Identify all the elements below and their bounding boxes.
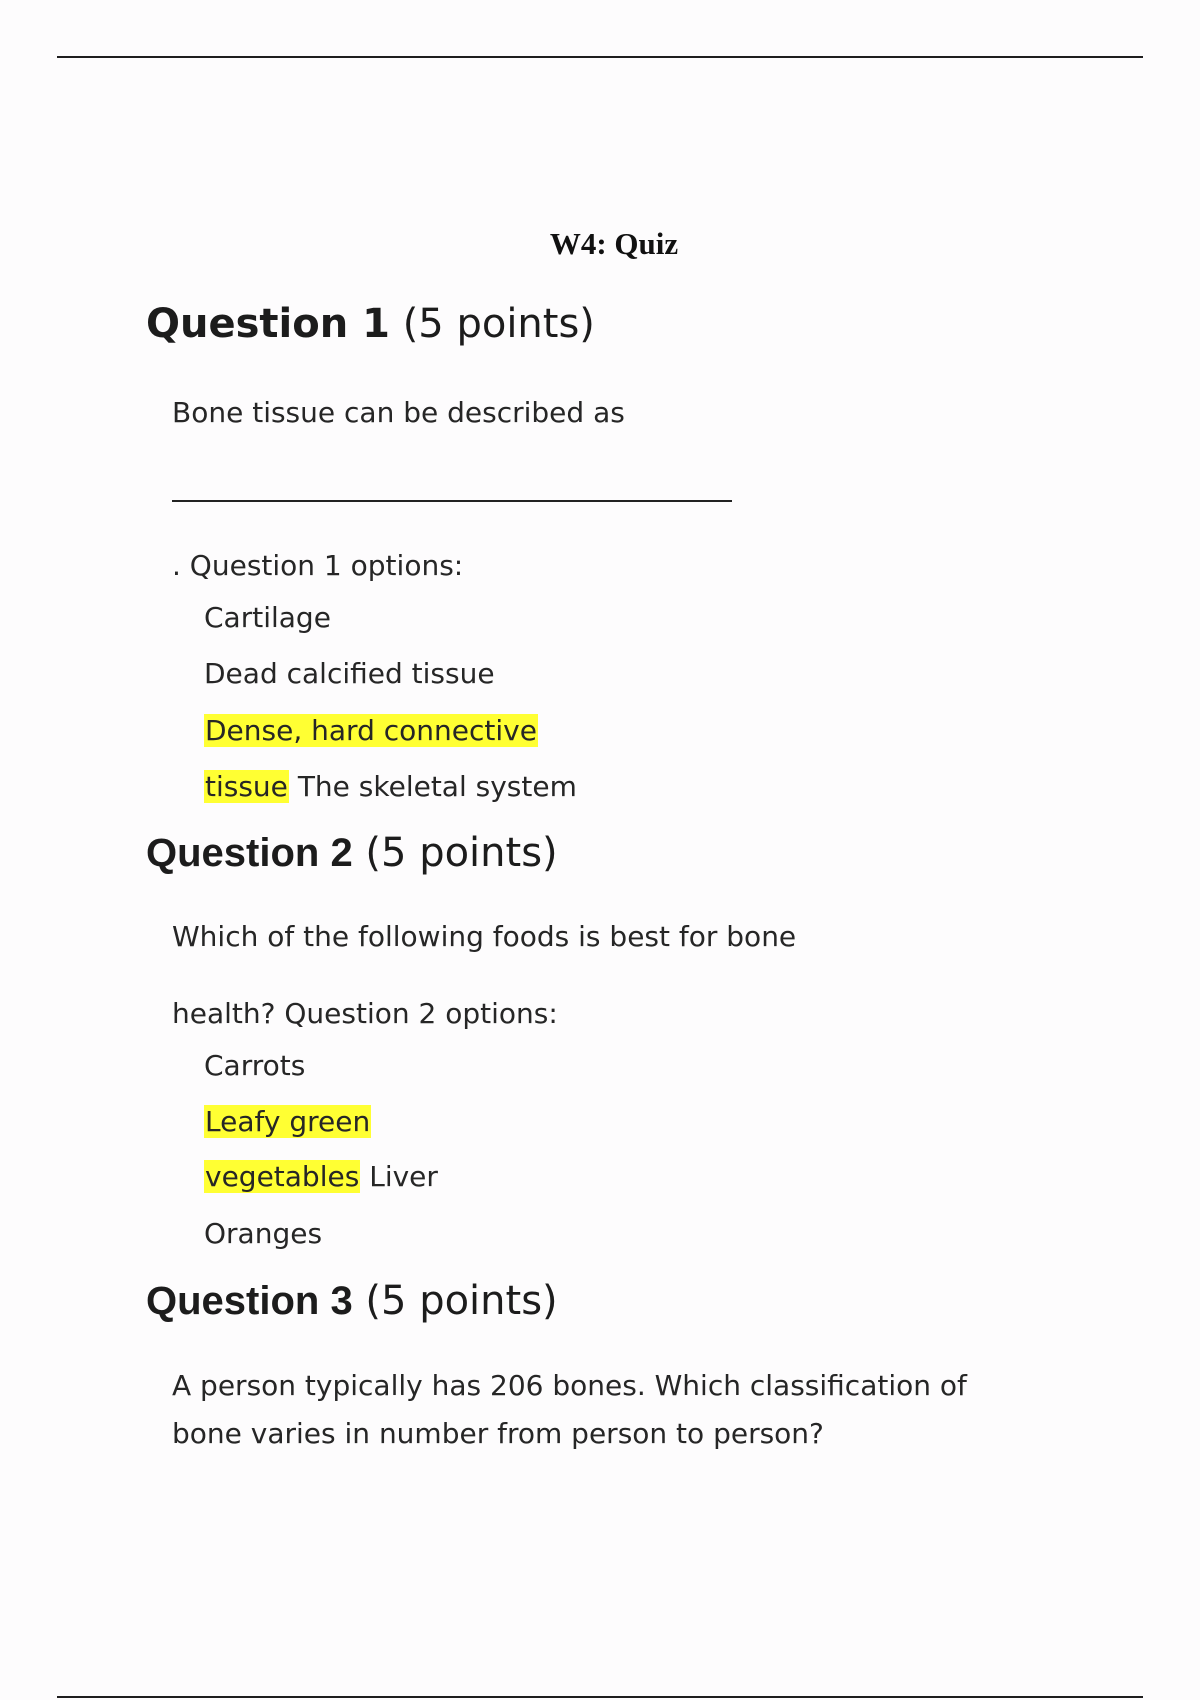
question-2-points: (5 points) xyxy=(365,830,558,876)
highlighted-answer-continued: tissue xyxy=(205,770,288,803)
question-3-points: (5 points) xyxy=(365,1278,558,1324)
highlighted-answer: Dense, hard connective xyxy=(205,714,537,747)
document-title: W4: Quiz xyxy=(549,226,679,261)
question-1-heading xyxy=(146,301,595,347)
highlighted-answer-continued: vegetables xyxy=(205,1160,360,1193)
question-1-option-4[interactable] xyxy=(204,770,577,803)
question-2-prompt-line-1: Which of the following foods is best for bone xyxy=(172,920,797,953)
question-2-heading xyxy=(146,830,558,876)
top-rule xyxy=(57,56,1143,58)
question-2-option-1[interactable]: Carrots xyxy=(204,1049,306,1082)
question-2-number: Question 2 xyxy=(146,831,353,875)
question-3-heading xyxy=(146,1278,558,1324)
question-1-option-1[interactable]: Cartilage xyxy=(204,601,331,634)
question-1-number: Question 1 xyxy=(146,301,390,347)
question-1-option-3[interactable] xyxy=(204,714,538,747)
question-1-option-2[interactable]: Dead calcified tissue xyxy=(204,657,495,690)
highlighted-answer: Leafy green xyxy=(205,1105,371,1138)
question-2-option-4[interactable]: Liver xyxy=(369,1160,438,1193)
bottom-rule xyxy=(57,1696,1143,1698)
question-2-prompt-line-2: health? Question 2 options: xyxy=(172,997,558,1030)
answer-blank xyxy=(172,500,732,502)
question-1-options-label: . Question 1 options: xyxy=(172,549,464,582)
question-2-option-2[interactable] xyxy=(204,1105,371,1138)
question-2-option-3[interactable] xyxy=(204,1160,438,1193)
question-1-option-5[interactable]: The skeletal system xyxy=(297,770,577,803)
question-3-prompt-line-2: bone varies in number from person to person? xyxy=(172,1417,824,1450)
question-1-points: (5 points) xyxy=(402,301,595,347)
question-2-option-5[interactable]: Oranges xyxy=(204,1217,323,1250)
question-3-prompt-line-1: A person typically has 206 bones. Which classification of xyxy=(172,1369,967,1402)
question-3-number: Question 3 xyxy=(146,1279,353,1323)
question-1-prompt: Bone tissue can be described as xyxy=(172,396,625,429)
